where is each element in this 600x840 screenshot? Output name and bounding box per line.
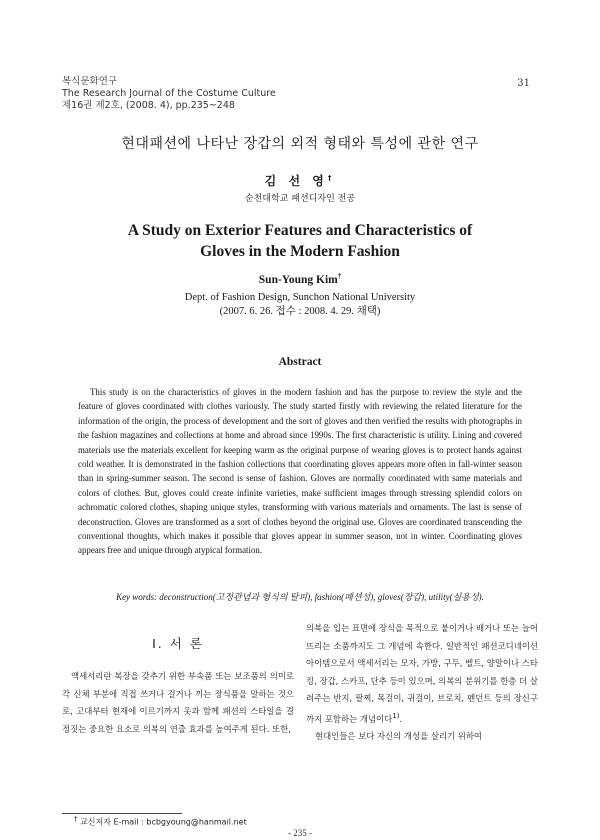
left-column	[62, 622, 294, 738]
keywords: Key words: deconstruction(고정관념과 형식의 탈피), fashion(패션성), gloves(장갑), utility(실용성).	[116, 592, 484, 602]
abstract-heading: Abstract	[278, 356, 322, 368]
footnote-mark: †	[74, 815, 78, 823]
right-column	[306, 620, 538, 746]
author-mark: †	[327, 174, 336, 182]
english-author	[0, 272, 600, 286]
submission-dates: (2007. 6. 26. 접수 : 2008. 4. 29. 채택)	[219, 306, 381, 317]
english-title-line1: A Study on Exterior Features and Characteristics of	[127, 222, 473, 239]
right-paragraph-1-end: .	[399, 713, 403, 724]
page-number-top: 31	[517, 78, 530, 89]
left-paragraph: 액세서리란 복장을 갖추기 위한 부속품 또는 보조품의 의미로 각 신체 부분에 직접 쓰거나 걸거나 끼는 장식품을 말하는 것으로, 고대부터 현재에 이르기까지 옷과 함께 패션의 스타일을 결정짓는 중요한 요소로 의복의 연출 효과를 높여주게 된다. 또한,	[62, 671, 294, 734]
page-number-bottom: - 235 -	[288, 828, 312, 838]
footnote	[74, 815, 247, 828]
journal-name-korean: 복식문화연구	[62, 76, 118, 87]
journal-header	[62, 76, 276, 112]
abstract-text: This study is on the characteristics of gloves in the modern fashion and has the purpose to review the style and the feature of gloves coordinated with clothes variously. The study started firstly with reviewing the related literature for the information of the origin, the process of development and the sort of gloves and then verified the results with photographs in the fashion magazines and collections at home and abroad since 1990s. The first characteristic is utility. Lining and covered materials use the materials excellent for keeping warm as the original purpose of wearing gloves is to protect hands against cold weather. It is demonstrated in the fashion collections that coordinating gloves appears more often in fall-winter season than in spring-summer season. The second is sense of fashion. Gloves are normally coordinated with same materials and colors of clothes. But, gloves could create infinite varieties, make sufficient images through stressing splendid colors on achromatic colored clothes, shaping unique styles, transforming with various materials and ornaments. The last is sense of deconstruction. Gloves are transformed as a sort of clothes beyond the original use. Gloves are coordinated transcending the conventional thoughts, which makes it possible that gloves appear in summer season, not in winter. Coordinating gloves appears free and unique through atypical formation.	[78, 387, 522, 556]
english-affiliation-block	[0, 291, 600, 319]
korean-title: 현대패션에 나타난 장갑의 외적 형태와 특성에 관한 연구	[121, 136, 479, 152]
korean-affiliation: 순천대학교 패션디자인 전공	[244, 194, 356, 204]
english-affiliation: Dept. of Fashion Design, Sunchon National University	[184, 292, 416, 303]
journal-name-english: The Research Journal of the Costume Culture	[62, 88, 276, 99]
korean-author	[0, 172, 600, 189]
korean-author-name: 김 선 영	[264, 174, 328, 188]
english-title	[0, 220, 600, 262]
footnote-reference: 1)	[392, 711, 400, 720]
english-title-line2: Gloves in the Modern Fashion	[200, 243, 400, 260]
footnote-text: 교신저자 E-mail : bcbgyoung@hanmail.net	[80, 817, 247, 827]
right-paragraph-2: 현대인들은 보다 자신의 개성을 살리기 위하여	[315, 731, 483, 742]
journal-issue: 제16권 제2호, (2008. 4), pp.235~248	[62, 100, 235, 111]
section-heading: Ⅰ. 서 론	[152, 636, 204, 651]
english-author-mark: †	[337, 272, 342, 280]
footnote-divider	[62, 813, 182, 814]
right-paragraph-1-text: 의복을 입는 표면에 장식을 목적으로 붙이거나 배거나 또는 늘어뜨리는 소품까지도 그 개념에 속한다. 일반적인 패션코디네이션 아이템으로서 액세서리는 모자, 가방, 구두, 벨트, 양말이나 스타킹, 장갑, 스카프, 단추 등이 있으며, 의복의 분위기를 한층 더 살려주는 반지, 팔찌, 목걸이, 귀걸이, 브로치, 펜던트 등의 장신구까지 포함하는 개념이다	[306, 623, 538, 724]
right-paragraph-1	[306, 620, 538, 728]
english-author-name: Sun-Young Kim	[258, 273, 338, 286]
